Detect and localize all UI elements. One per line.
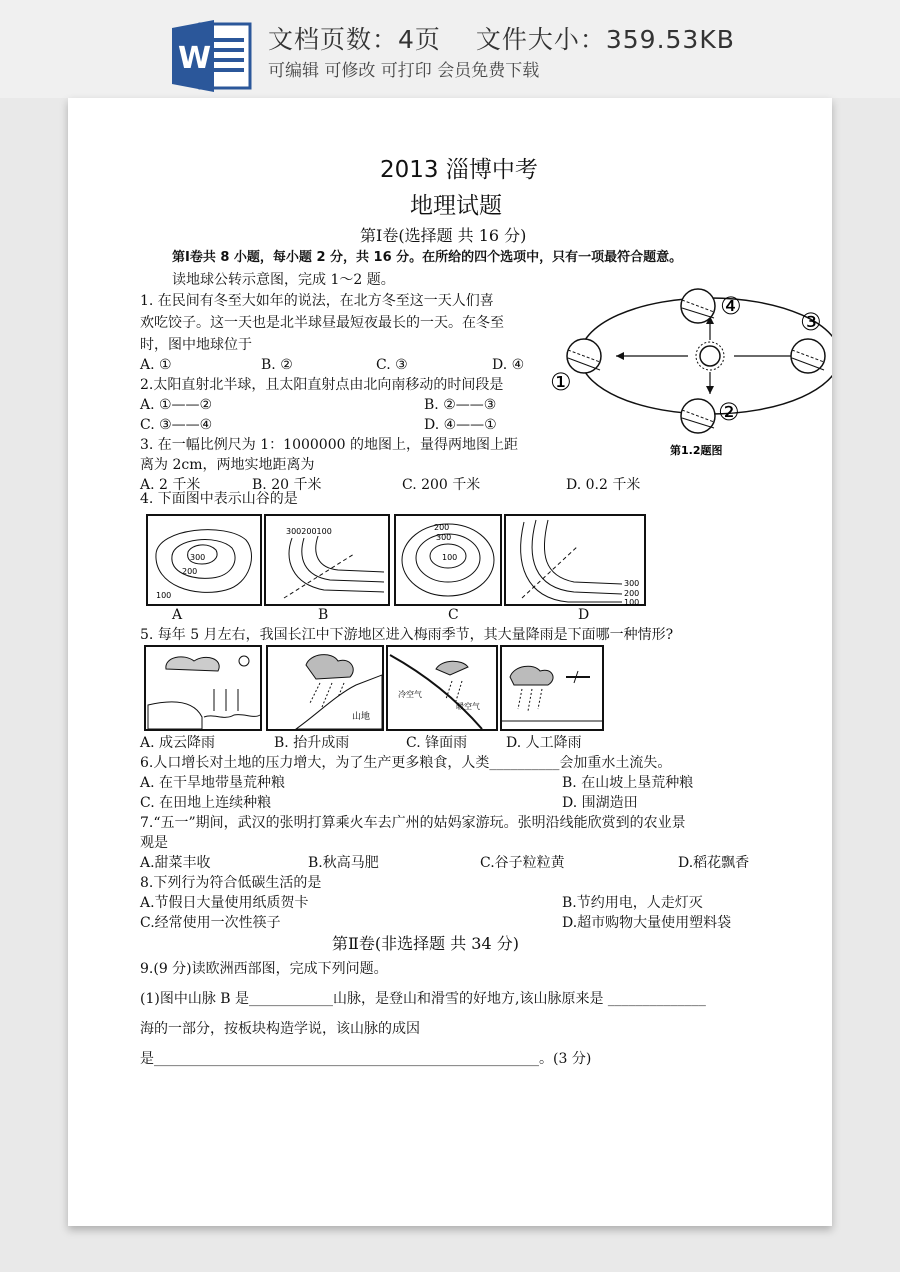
contour-a-100: 100 [156, 591, 172, 600]
earth-orbit-diagram [538, 278, 832, 468]
q6-option-d: D. 围湖造田 [562, 795, 638, 811]
q2-option-b: B. ②——③ [424, 397, 497, 413]
q7-option-c: C.谷子粒粒黄 [480, 855, 565, 871]
contour-label-b: B [318, 607, 329, 623]
q6-option-c: C. 在田地上连续种粮 [140, 795, 272, 811]
orbit-label-3: ③ [800, 308, 822, 336]
q1-line-3: 时，图中地球位于 [140, 337, 252, 353]
earth-position-3 [791, 339, 825, 373]
q2-question: 2.太阳直射北半球，且太阳直射点由北向南移动的时间段是 [140, 377, 504, 393]
mountain-label: 山地 [352, 712, 371, 722]
rain-picture-a [144, 645, 262, 731]
q1-line-2: 欢吃饺子。这一天也是北半球昼最短夜最长的一天。在冬至 [140, 315, 504, 331]
rain-picture-c [386, 645, 498, 731]
exam-title: 2013 淄博中考 [380, 157, 538, 183]
contour-label-d: D [578, 607, 590, 623]
q9-question: 9.(9 分)读欧洲西部图，完成下列问题。 [140, 961, 388, 977]
q2-option-d: D. ④——① [424, 417, 497, 433]
contour-d-200: 200 [624, 589, 640, 598]
q7-option-b: B.秋高马肥 [308, 855, 379, 871]
contour-d-100: 100 [624, 598, 640, 606]
rain-picture-b [266, 645, 384, 731]
q7-line-2: 观是 [140, 835, 168, 851]
earth-position-1 [567, 339, 601, 373]
q8-option-a: A.节假日大量使用纸质贺卡 [140, 895, 309, 911]
contour-d-300: 300 [624, 579, 640, 588]
q3-option-a: A. 2 千米 [140, 477, 201, 493]
contour-map-a [146, 514, 262, 606]
orbit-label-2: ② [718, 398, 740, 426]
contour-map-d [504, 514, 646, 606]
q2-option-a: A. ①——② [140, 397, 213, 413]
q5-question: 5. 每年 5 月左右，我国长江中下游地区进入梅雨季节，其大量降雨是下面哪一种情形? [140, 627, 674, 643]
svg-text:W: W [178, 41, 212, 76]
orbit-label-1: ① [550, 368, 572, 396]
q7-option-a: A.甜菜丰收 [140, 855, 211, 871]
q3-line-1: 3. 在一幅比例尺为 1：1000000 的地图上，量得两地图上距 [140, 437, 518, 453]
rain-picture-d [500, 645, 604, 731]
contour-c-200: 200 [434, 523, 450, 532]
contour-a-300: 300 [190, 553, 206, 562]
q1-option-c: C. ③ [376, 357, 408, 373]
sun-icon [696, 342, 724, 370]
contour-map-b [264, 514, 390, 606]
q6-option-b: B. 在山坡上垦荒种粮 [562, 775, 694, 791]
q7-line-1: 7.“五一”期间，武汉的张明打算乘火车去广州的姑妈家游玩。张明沿线能欣赏到的农业景 [140, 815, 686, 831]
q2-option-c: C. ③——④ [140, 417, 213, 433]
warm-air-label: 暖空气 [456, 702, 480, 711]
document-features: 可编辑 可修改 可打印 会员免费下载 [268, 61, 540, 81]
q6-question: 6.人口增长对土地的压力增大，为了生产更多粮食，人类__________会加重水土流失。 [140, 755, 672, 771]
download-header [0, 0, 900, 98]
q7-option-d: D.稻花飘香 [678, 855, 750, 871]
word-document-icon [170, 18, 254, 94]
earth-position-2 [681, 399, 715, 433]
section-1-heading: 第Ⅰ卷(选择题 共 16 分) [360, 226, 527, 245]
q4-question: 4. 下面图中表示山谷的是 [140, 491, 298, 507]
q1-option-d: D. ④ [492, 357, 525, 373]
q3-option-c: C. 200 千米 [402, 477, 481, 493]
q8-question: 8.下列行为符合低碳生活的是 [140, 875, 322, 891]
q8-option-c: C.经常使用一次性筷子 [140, 915, 281, 931]
contour-b-labels: 300200100 [286, 527, 332, 536]
q3-line-2: 离为 2cm，两地实地距离为 [140, 457, 315, 473]
q3-option-b: B. 20 千米 [252, 477, 322, 493]
q1-line-1: 1. 在民间有冬至大如年的说法，在北方冬至这一天人们喜 [140, 293, 494, 309]
exam-subject: 地理试题 [410, 193, 502, 219]
exam-paper [68, 98, 832, 1226]
contour-a-200: 200 [182, 567, 198, 576]
q8-option-d: D.超市购物大量使用塑料袋 [562, 915, 732, 931]
q9-part-1-line-2: 海的一部分，按板块构造学说，该山脉的成因 [140, 1021, 420, 1037]
orbit-caption: 第1.2题图 [670, 444, 723, 457]
contour-label-c: C [448, 607, 459, 623]
q8-option-b: B.节约用电，人走灯灭 [562, 895, 703, 911]
section-2-heading: 第Ⅱ卷(非选择题 共 34 分) [332, 934, 519, 953]
q5-option-a: A. 成云降雨 [140, 735, 216, 751]
earth-position-4 [681, 289, 715, 323]
q3-option-d: D. 0.2 千米 [566, 477, 641, 493]
q6-option-a: A. 在干旱地带垦荒种粮 [140, 775, 286, 791]
q5-option-c: C. 锋面雨 [406, 735, 468, 751]
section-1-instructions: 第Ⅰ卷共 8 小题，每小题 2 分，共 16 分。在所给的四个选项中，只有一项最符合题意。 [172, 250, 683, 265]
q1-option-b: B. ② [261, 357, 293, 373]
q9-part-1-line-3: 是_______________________________________________________。(3 分) [140, 1051, 592, 1067]
q5-option-d: D. 人工降雨 [506, 735, 582, 751]
orbit-label-4: ④ [720, 292, 742, 320]
q9-part-1-line-1: (1)图中山脉 B 是____________山脉，是登山和滑雪的好地方,该山脉原来是 ______________ [140, 991, 706, 1007]
contour-c-100: 100 [442, 553, 458, 562]
contour-label-a: A [172, 607, 183, 623]
cold-air-label: 冷空气 [398, 690, 422, 699]
contour-c-300: 300 [436, 533, 452, 542]
q5-option-b: B. 抬升成雨 [274, 735, 350, 751]
orbit-intro: 读地球公转示意图，完成 1～2 题。 [172, 272, 395, 288]
document-info-title: 文档页数：4页 文件大小：359.53KB [268, 25, 735, 54]
contour-map-c [394, 514, 502, 606]
q1-option-a: A. ① [140, 357, 172, 373]
